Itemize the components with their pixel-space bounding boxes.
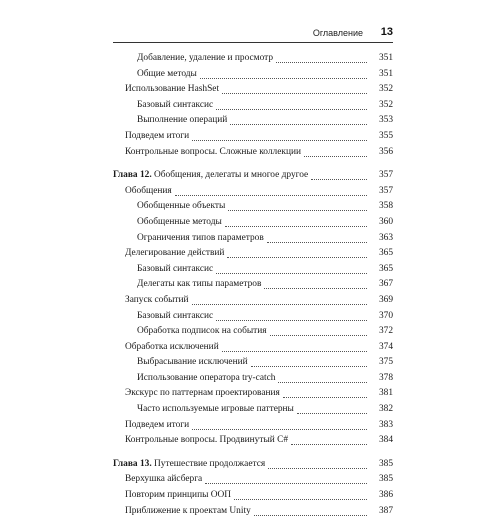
toc-chapter — [113, 168, 393, 184]
toc-page-number: 352 — [378, 99, 393, 110]
toc-entry-title: Добавление, удаление и просмотр — [137, 53, 274, 63]
toc-entry — [113, 418, 393, 434]
toc-page-number: 370 — [378, 310, 393, 321]
toc-leader — [291, 433, 367, 445]
toc-entry — [113, 262, 393, 278]
toc-entry-title: Делегаты как типы параметров — [137, 279, 262, 290]
toc-entry — [113, 309, 393, 325]
toc-page-number: 355 — [378, 130, 393, 141]
toc-entry-title: Контрольные вопросы. Сложные коллекции — [125, 146, 301, 157]
toc-entry — [113, 231, 393, 247]
toc-leader — [268, 457, 367, 469]
toc-entry — [113, 113, 393, 129]
toc-entry — [113, 82, 393, 98]
toc-leader — [254, 504, 367, 516]
toc-entry — [113, 145, 393, 161]
toc-entry — [113, 340, 393, 356]
toc-entry-title: Базовый синтаксис — [137, 310, 214, 321]
toc-leader — [311, 168, 367, 180]
toc-page-number: 375 — [378, 357, 393, 368]
toc-page-number: 369 — [378, 294, 393, 305]
toc-page-number: 378 — [378, 372, 393, 383]
toc-leader — [175, 184, 367, 196]
toc-page-number: 386 — [378, 490, 393, 501]
toc-page-number: 357 — [378, 185, 393, 196]
toc-page-number: 352 — [378, 84, 393, 95]
toc-page-number: 353 — [378, 115, 393, 126]
toc-leader — [216, 309, 367, 321]
toc-entry-title: Экскурс по паттернам проектирования — [125, 388, 280, 399]
toc-entry-title: Подведем итоги — [125, 419, 190, 430]
toc-page-number: 363 — [378, 232, 393, 243]
toc-leader — [251, 355, 367, 367]
toc-entry — [113, 324, 393, 340]
toc-entry — [113, 199, 393, 215]
toc-entry — [113, 433, 393, 449]
toc-entry-title: Обобщения — [125, 185, 172, 196]
toc-page-number: 356 — [378, 146, 393, 157]
toc-leader — [228, 199, 367, 211]
toc-entry — [113, 402, 393, 418]
toc-entry-title: Ограничения типов параметров — [137, 232, 264, 243]
toc-page-number: 357 — [378, 170, 393, 181]
toc-leader — [276, 51, 367, 63]
toc-entry — [113, 386, 393, 402]
toc-leader — [222, 82, 367, 94]
toc-entry-title: Обработка исключений — [125, 341, 219, 352]
toc-page-number: 385 — [378, 458, 393, 469]
toc-page-number: 382 — [378, 404, 393, 415]
toc-entry-title: Повторим принципы ООП — [125, 490, 232, 501]
toc-chapter — [113, 457, 393, 473]
toc-page-number: 360 — [378, 216, 393, 227]
header-page-number: 13 — [380, 26, 393, 38]
toc-entry — [113, 184, 393, 200]
toc-entry-title: Выполнение операций — [137, 115, 228, 126]
toc-leader — [264, 277, 367, 289]
toc-leader — [297, 402, 367, 414]
toc-gap — [113, 160, 393, 168]
toc-entry-title: Обобщенные методы — [137, 216, 222, 227]
toc-leader — [222, 340, 367, 352]
toc-page-number: 384 — [378, 435, 393, 446]
toc-page-number: 383 — [378, 419, 393, 430]
toc-entry — [113, 504, 393, 519]
running-header — [113, 26, 393, 43]
toc-entry-title: Использование HashSet — [125, 84, 220, 95]
toc-leader — [216, 262, 367, 274]
toc-entry — [113, 488, 393, 504]
toc-leader — [225, 215, 367, 227]
toc-entry-title: Подведем итоги — [125, 130, 190, 141]
toc-entry-title: Контрольные вопросы. Продвинутый C# — [125, 435, 289, 446]
toc-leader — [234, 488, 367, 500]
header-title: Оглавление — [312, 28, 363, 38]
toc-page-number: 358 — [378, 201, 393, 212]
toc-leader — [227, 246, 367, 258]
toc-entry-title: Запуск событий — [125, 294, 189, 305]
toc-entry-title: Базовый синтаксис — [137, 99, 214, 110]
toc-page-number: 365 — [378, 263, 393, 274]
toc-leader — [283, 386, 367, 398]
toc-entry-title: Выбрасывание исключений — [137, 357, 248, 368]
toc-entry — [113, 246, 393, 262]
toc-entry — [113, 293, 393, 309]
toc-entry-title: Приближение к проектам Unity — [125, 505, 251, 516]
toc-page-number: 372 — [378, 326, 393, 337]
toc-entry-title: Обобщенные объекты — [137, 201, 226, 212]
chapter-title: Обобщения, делегаты и многое другое — [154, 170, 309, 181]
table-of-contents — [113, 51, 393, 519]
toc-entry-title — [113, 168, 308, 184]
toc-leader — [270, 324, 367, 336]
toc-page-number: 351 — [378, 68, 393, 79]
toc-entry — [113, 371, 393, 387]
toc-page-number: 387 — [378, 505, 393, 516]
toc-entry — [113, 51, 393, 67]
toc-page-number: 381 — [378, 388, 393, 399]
toc-page-number: 385 — [378, 474, 393, 485]
toc-entry-title: Обработка подписок на события — [137, 326, 267, 337]
toc-entry — [113, 215, 393, 231]
toc-entry — [113, 355, 393, 371]
toc-gap — [113, 449, 393, 457]
chapter-title: Путешествие продолжается — [154, 458, 266, 469]
toc-page-number: 351 — [378, 53, 393, 63]
toc-leader — [230, 113, 367, 125]
toc-page-number: 374 — [378, 341, 393, 352]
toc-entry — [113, 67, 393, 83]
toc-entry-title — [113, 457, 265, 473]
toc-leader — [267, 231, 367, 243]
toc-entry-title: Верхушка айсберга — [125, 474, 203, 485]
toc-entry-title: Делегирование действий — [125, 248, 225, 259]
toc-entry — [113, 277, 393, 293]
toc-entry-title: Базовый синтаксис — [137, 263, 214, 274]
chapter-number: Глава 13. — [113, 458, 152, 469]
chapter-number: Глава 12. — [113, 170, 152, 181]
toc-leader — [192, 129, 367, 141]
toc-leader — [200, 67, 367, 79]
toc-leader — [205, 472, 367, 484]
toc-leader — [216, 98, 367, 110]
toc-leader — [278, 371, 367, 383]
toc-entry-title: Общие методы — [137, 68, 197, 79]
toc-leader — [192, 293, 367, 305]
toc-entry-title: Часто используемые игровые паттерны — [137, 404, 294, 415]
toc-leader — [304, 145, 367, 157]
toc-entry-title: Использование оператора try-catch — [137, 372, 276, 383]
toc-entry — [113, 472, 393, 488]
toc-page-number: 365 — [378, 248, 393, 259]
toc-leader — [192, 418, 367, 430]
toc-entry — [113, 129, 393, 145]
toc-entry — [113, 98, 393, 114]
toc-page-number: 367 — [378, 279, 393, 290]
